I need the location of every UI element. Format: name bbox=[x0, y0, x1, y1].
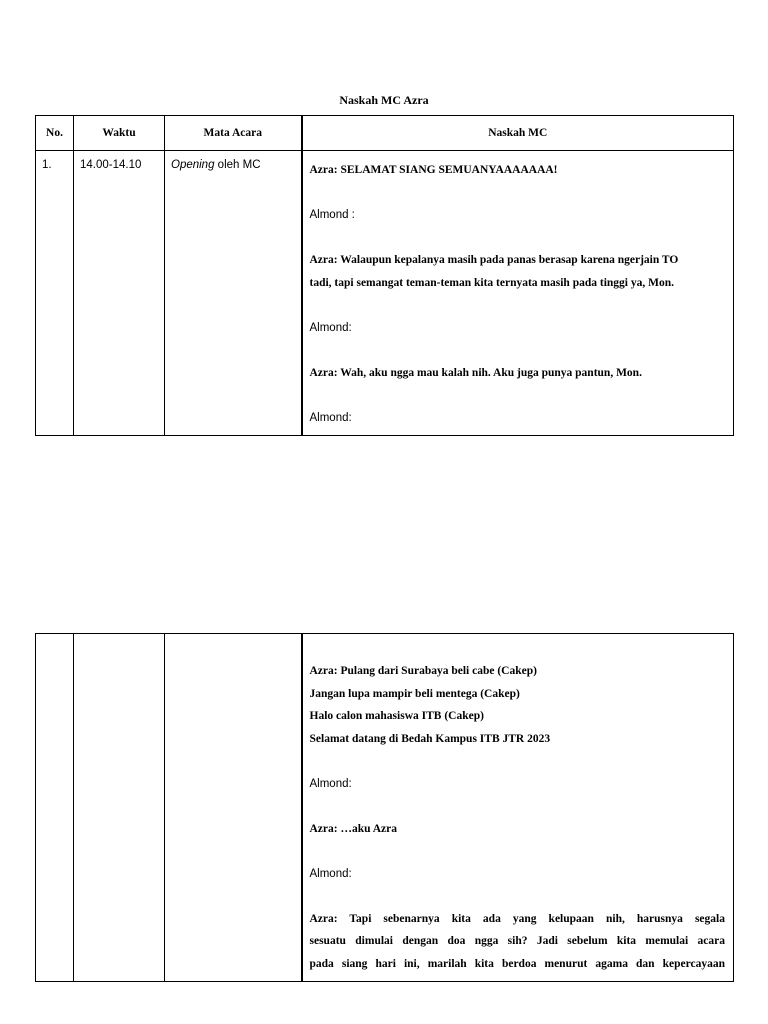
row-agenda bbox=[165, 151, 302, 436]
row-agenda bbox=[165, 634, 302, 982]
agenda-rest: oleh MC bbox=[214, 159, 261, 171]
script-line: Almond: bbox=[309, 777, 352, 790]
row-script bbox=[302, 634, 734, 982]
table-row bbox=[36, 151, 734, 436]
script-line: Selamat datang di Bedah Kampus ITB JTR 2023 bbox=[309, 732, 551, 745]
script-line: Azra: Tapi sebenarnya kita ada yang kelupaan nih, harusnya segala bbox=[309, 912, 725, 925]
script-line: Azra: …aku Azra bbox=[309, 822, 398, 835]
script-line: pada siang hari ini, marilah kita berdoa menurut agama dan kepercayaan bbox=[309, 957, 725, 970]
row-time: 14.00-14.10 bbox=[74, 151, 165, 436]
agenda-italic: Opening bbox=[171, 159, 215, 171]
header-time: Waktu bbox=[74, 116, 165, 151]
mc-script-table-continued bbox=[35, 633, 734, 982]
header-agenda: Mata Acara bbox=[165, 116, 302, 151]
script-line: Azra: Pulang dari Surabaya beli cabe (Cakep) bbox=[309, 665, 537, 677]
script-line: Azra: Wah, aku ngga mau kalah nih. Aku juga punya pantun, Mon. bbox=[309, 366, 642, 379]
script-line: Almond: bbox=[309, 321, 352, 334]
row-time bbox=[74, 634, 165, 982]
script-line: Azra: SELAMAT SIANG SEMUANYAAAAAAA! bbox=[309, 164, 558, 176]
script-line: Almond: bbox=[309, 867, 352, 880]
row-number: 1. bbox=[36, 151, 74, 436]
table-row bbox=[36, 634, 734, 982]
row-number bbox=[36, 634, 74, 982]
header-no: No. bbox=[36, 116, 74, 151]
mc-script-table bbox=[35, 115, 734, 436]
document-title: Naskah MC Azra bbox=[339, 93, 429, 107]
script-line: Halo calon mahasiswa ITB (Cakep) bbox=[309, 710, 484, 722]
script-line: Almond: bbox=[309, 411, 352, 424]
script-line: tadi, tapi semangat teman-teman kita ternyata masih pada tinggi ya, Mon. bbox=[309, 276, 674, 289]
header-script: Naskah MC bbox=[302, 116, 734, 151]
script-line: Jangan lupa mampir beli mentega (Cakep) bbox=[309, 687, 520, 700]
table-header-row bbox=[36, 116, 734, 151]
row-script bbox=[302, 151, 734, 436]
script-line: sesuatu dimulai dengan doa ngga sih? Jadi sebelum kita memulai acara bbox=[309, 935, 725, 947]
script-line: Almond : bbox=[309, 209, 355, 221]
script-line: Azra: Walaupun kepalanya masih pada panas berasap karena ngerjain TO bbox=[309, 254, 679, 266]
